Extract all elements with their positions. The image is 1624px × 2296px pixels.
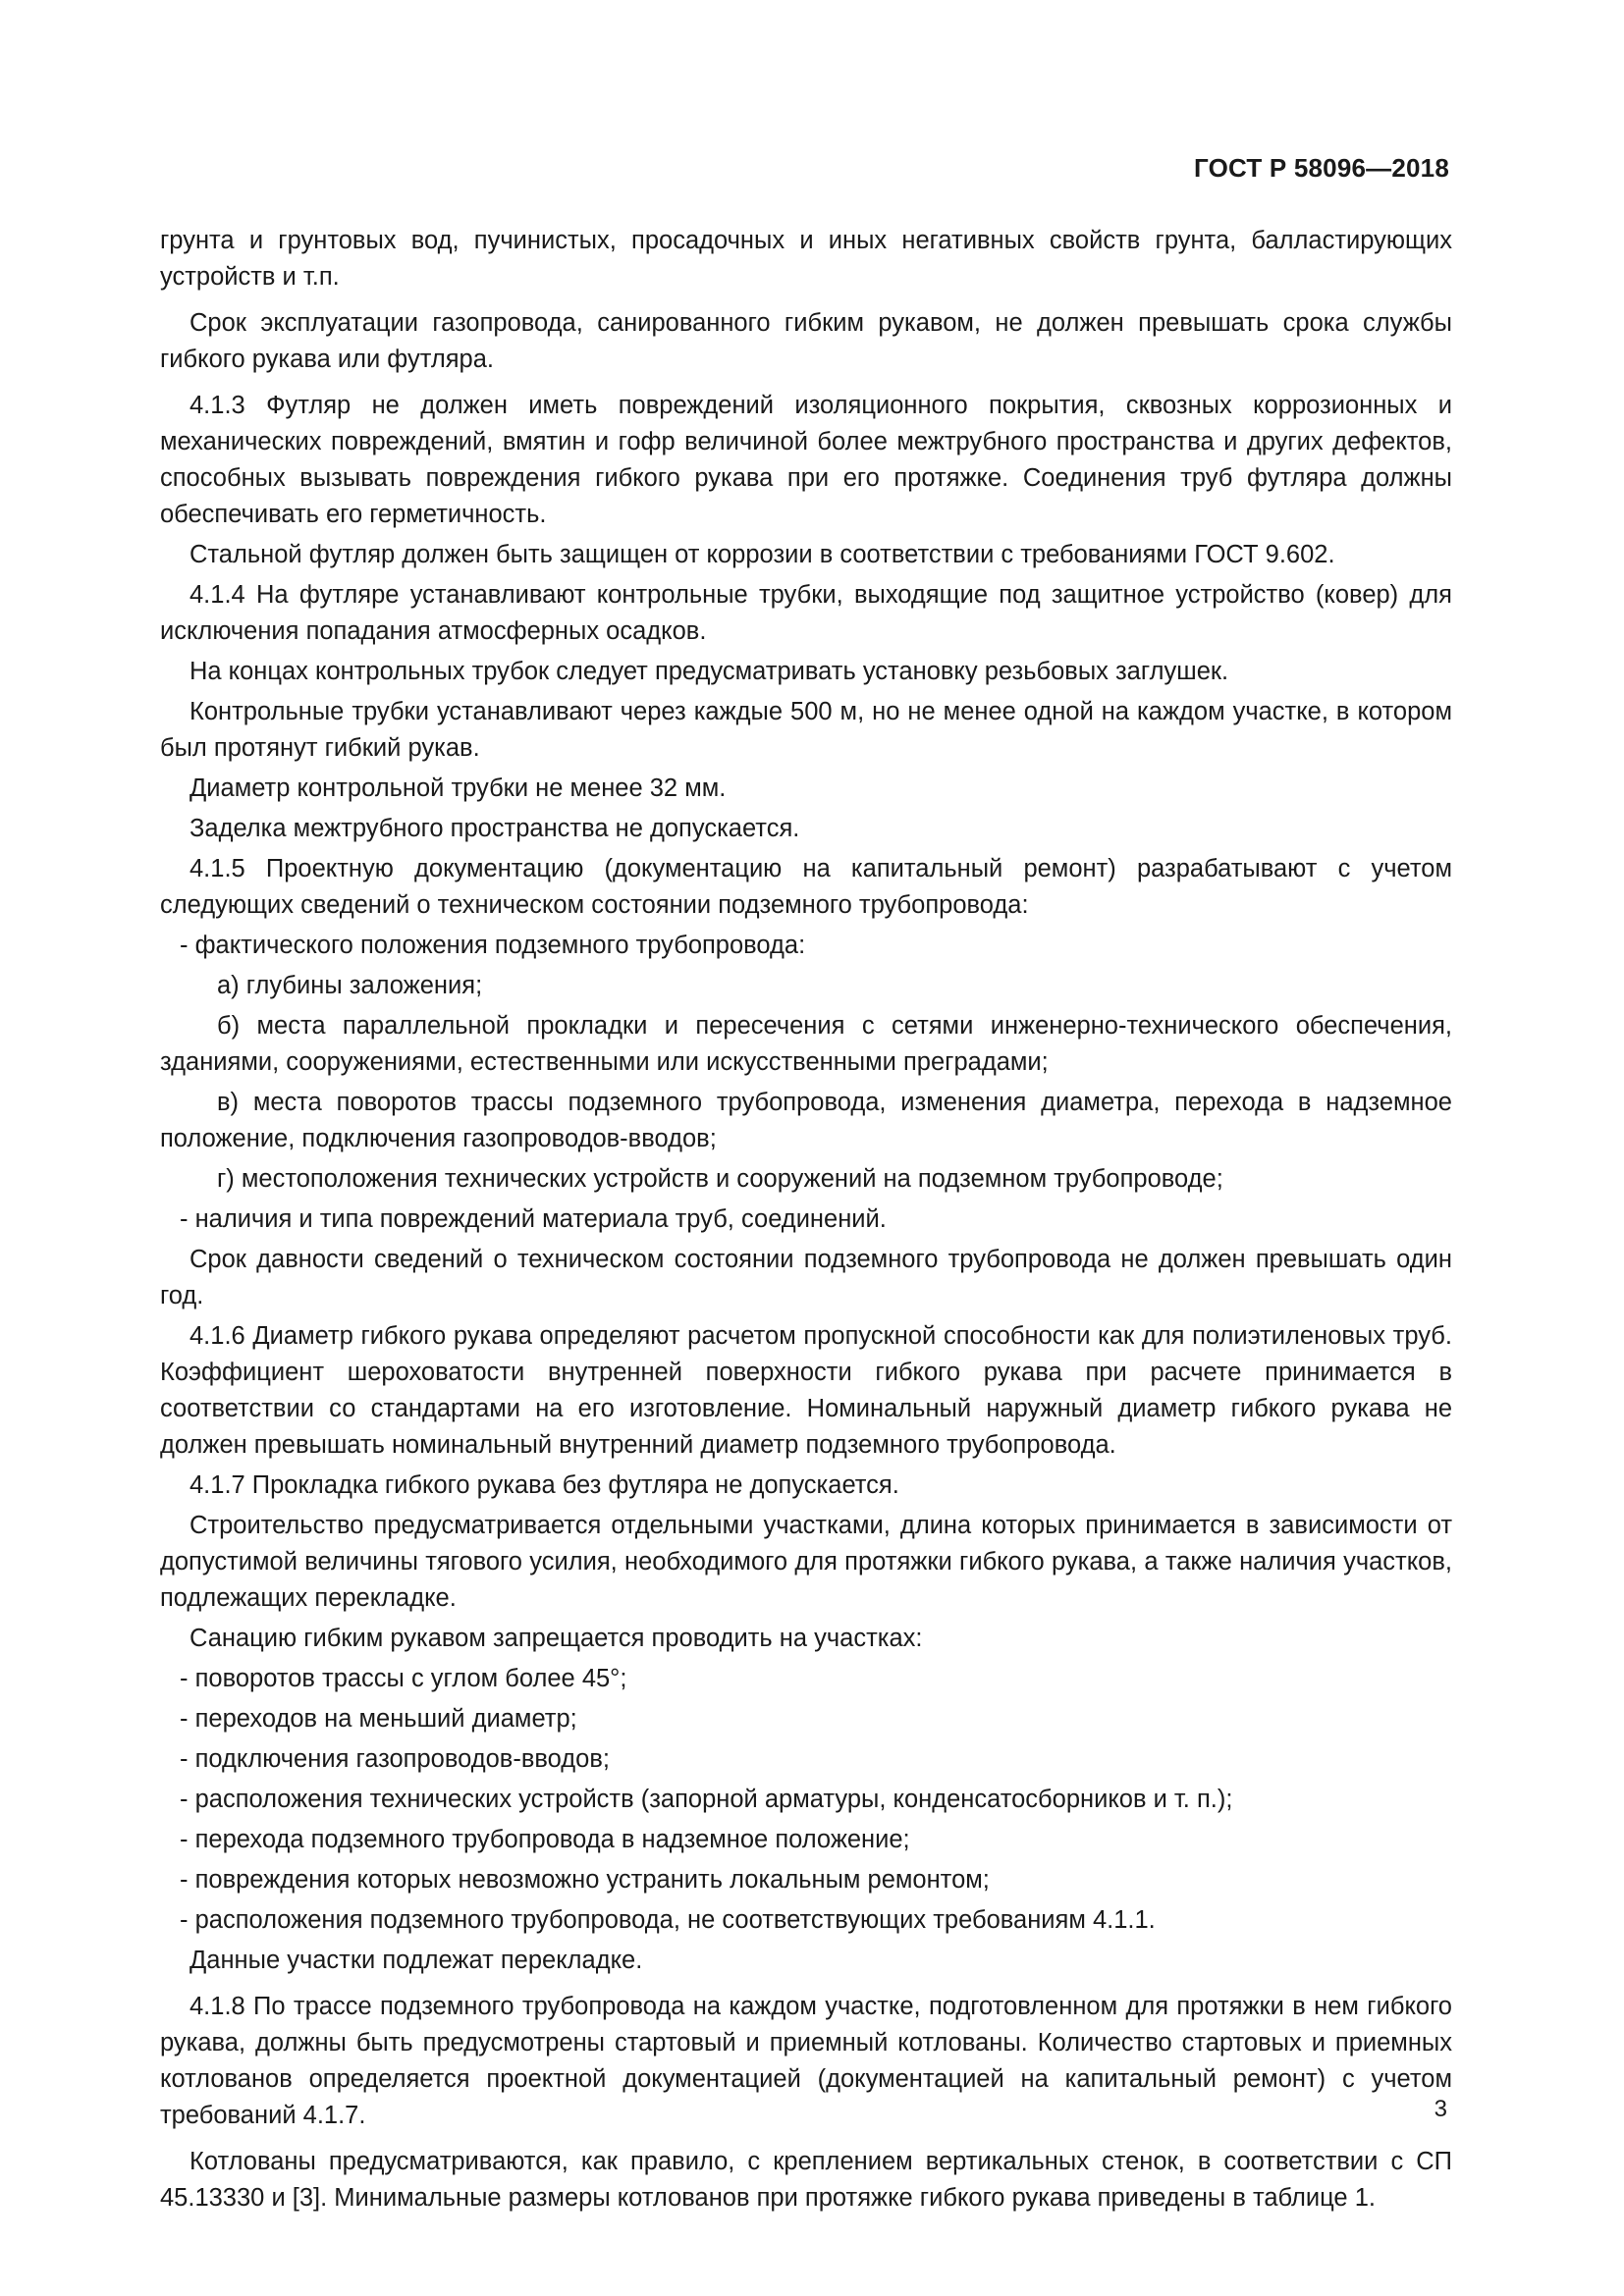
paragraph-continuation: грунта и грунтовых вод, пучинистых, просадочных и иных негативных свойств грунта, балластирующих устройств и т.п. xyxy=(160,227,1452,291)
paragraph-sealing: Заделка межтрубного пространства не допускается. xyxy=(189,815,800,842)
list-item-damage: - наличия и типа повреждений материала труб, соединений. xyxy=(180,1205,887,1233)
page-number: 3 xyxy=(1434,2096,1447,2122)
list-item-unrepairable: - повреждения которых невозможно устранить локальным ремонтом; xyxy=(180,1866,990,1894)
paragraph-info-age: Срок давности сведений о техническом состоянии подземного трубопровода не должен превышать один год. xyxy=(160,1246,1452,1309)
list-item-actual-position: - фактического положения подземного трубопровода: xyxy=(180,932,806,959)
clause-4-1-3: 4.1.3 Футляр не должен иметь повреждений изоляционного покрытия, сквозных коррозионных и механических повреждений, вмятин и гофр величиной более межтрубного пространства и других дефектов, способных вызывать повреждения гибкого рукава при его протяжке. Соединения труб футляра должны обеспечивать его герметичность. xyxy=(160,392,1452,528)
clause-4-1-8: 4.1.8 По трассе подземного трубопровода на каждом участке, подготовленном для протяжки в нем гибкого рукава, должны быть предусмотрены стартовый и приемный котлованы. Количество стартовых и приемных котлованов определяется проектной документацией (документацией на капитальный ремонт) с учетом требований 4.1.7. xyxy=(160,1993,1452,2129)
list-item-service-lines: - подключения газопроводов-вводов; xyxy=(180,1745,610,1773)
list-item-smaller-diameter: - переходов на меньший диаметр; xyxy=(180,1705,577,1733)
clause-4-1-6: 4.1.6 Диаметр гибкого рукава определяют расчетом пропускной способности как для полиэтиленовых труб. Коэффициент шероховатости внутренней поверхности гибкого рукава при расчете принимается в соответствии со стандартами на его изготовление. Номинальный наружный диаметр гибкого рукава не должен превышать номинальный внутренний диаметр подземного трубопровода. xyxy=(160,1322,1452,1459)
sub-item-v: в) места поворотов трассы подземного трубопровода, изменения диаметра, перехода в надземное положение, подключения газопроводов-вводов; xyxy=(160,1089,1452,1152)
paragraph-control-tubes: Контрольные трубки устанавливают через каждые 500 м, но не менее одной на каждом участке, в котором был протянут гибкий рукав. xyxy=(160,698,1452,762)
sub-item-a: а) глубины заложения; xyxy=(217,972,483,999)
paragraph-construction: Строительство предусматривается отдельными участками, длина которых принимается в зависимости от допустимой величины тягового усилия, необходимого для протяжки гибкого рукава, а также наличия участков, подлежащих перекладке. xyxy=(160,1512,1452,1612)
clause-4-1-5: 4.1.5 Проектную документацию (документацию на капитальный ремонт) разрабатывают с учетом следующих сведений о техническом состоянии подземного трубопровода: xyxy=(160,855,1452,919)
paragraph-steel-casing: Стальной футляр должен быть защищен от коррозии в соответствии с требованиями ГОСТ 9.602. xyxy=(189,541,1335,568)
paragraph-plugs: На концах контрольных трубок следует предусматривать установку резьбовых заглушек. xyxy=(189,658,1229,685)
sub-item-b: б) места параллельной прокладки и пересечения с сетями инженерно-технического обеспечения, зданиями, сооружениями, естественными или искусственными преградами; xyxy=(160,1012,1452,1076)
clause-4-1-7: 4.1.7 Прокладка гибкого рукава без футляра не допускается. xyxy=(189,1471,899,1499)
paragraph-pits: Котлованы предусматриваются, как правило, с креплением вертикальных стенок, в соответствии с СП 45.13330 и [3]. Минимальные размеры котлованов при протяжке гибкого рукава приведены в таблице 1. xyxy=(160,2148,1452,2212)
paragraph-service-life: Срок эксплуатации газопровода, санированного гибким рукавом, не должен превышать срока службы гибкого рукава или футляра. xyxy=(160,309,1452,373)
list-item-nonconforming: - расположения подземного трубопровода, не соответствующих требованиям 4.1.1. xyxy=(180,1906,1156,1934)
sub-item-g: г) местоположения технических устройств и сооружений на подземном трубопроводе; xyxy=(217,1165,1223,1193)
clause-4-1-4: 4.1.4 На футляре устанавливают контрольные трубки, выходящие под защитное устройство (ковер) для исключения попадания атмосферных осадков. xyxy=(160,581,1452,645)
document-code-header: ГОСТ Р 58096—2018 xyxy=(1194,153,1449,183)
paragraph-relay: Данные участки подлежат перекладке. xyxy=(189,1947,643,1974)
list-item-above-ground: - перехода подземного трубопровода в надземное положение; xyxy=(180,1826,910,1853)
list-item-turns: - поворотов трассы с углом более 45°; xyxy=(180,1665,627,1692)
body-text xyxy=(160,223,1452,2220)
list-item-tech-devices: - расположения технических устройств (запорной арматуры, конденсатосборников и т. п.); xyxy=(180,1786,1233,1813)
paragraph-tube-diameter: Диаметр контрольной трубки не менее 32 мм. xyxy=(189,774,727,802)
paragraph-forbidden-intro: Санацию гибким рукавом запрещается проводить на участках: xyxy=(189,1625,923,1652)
